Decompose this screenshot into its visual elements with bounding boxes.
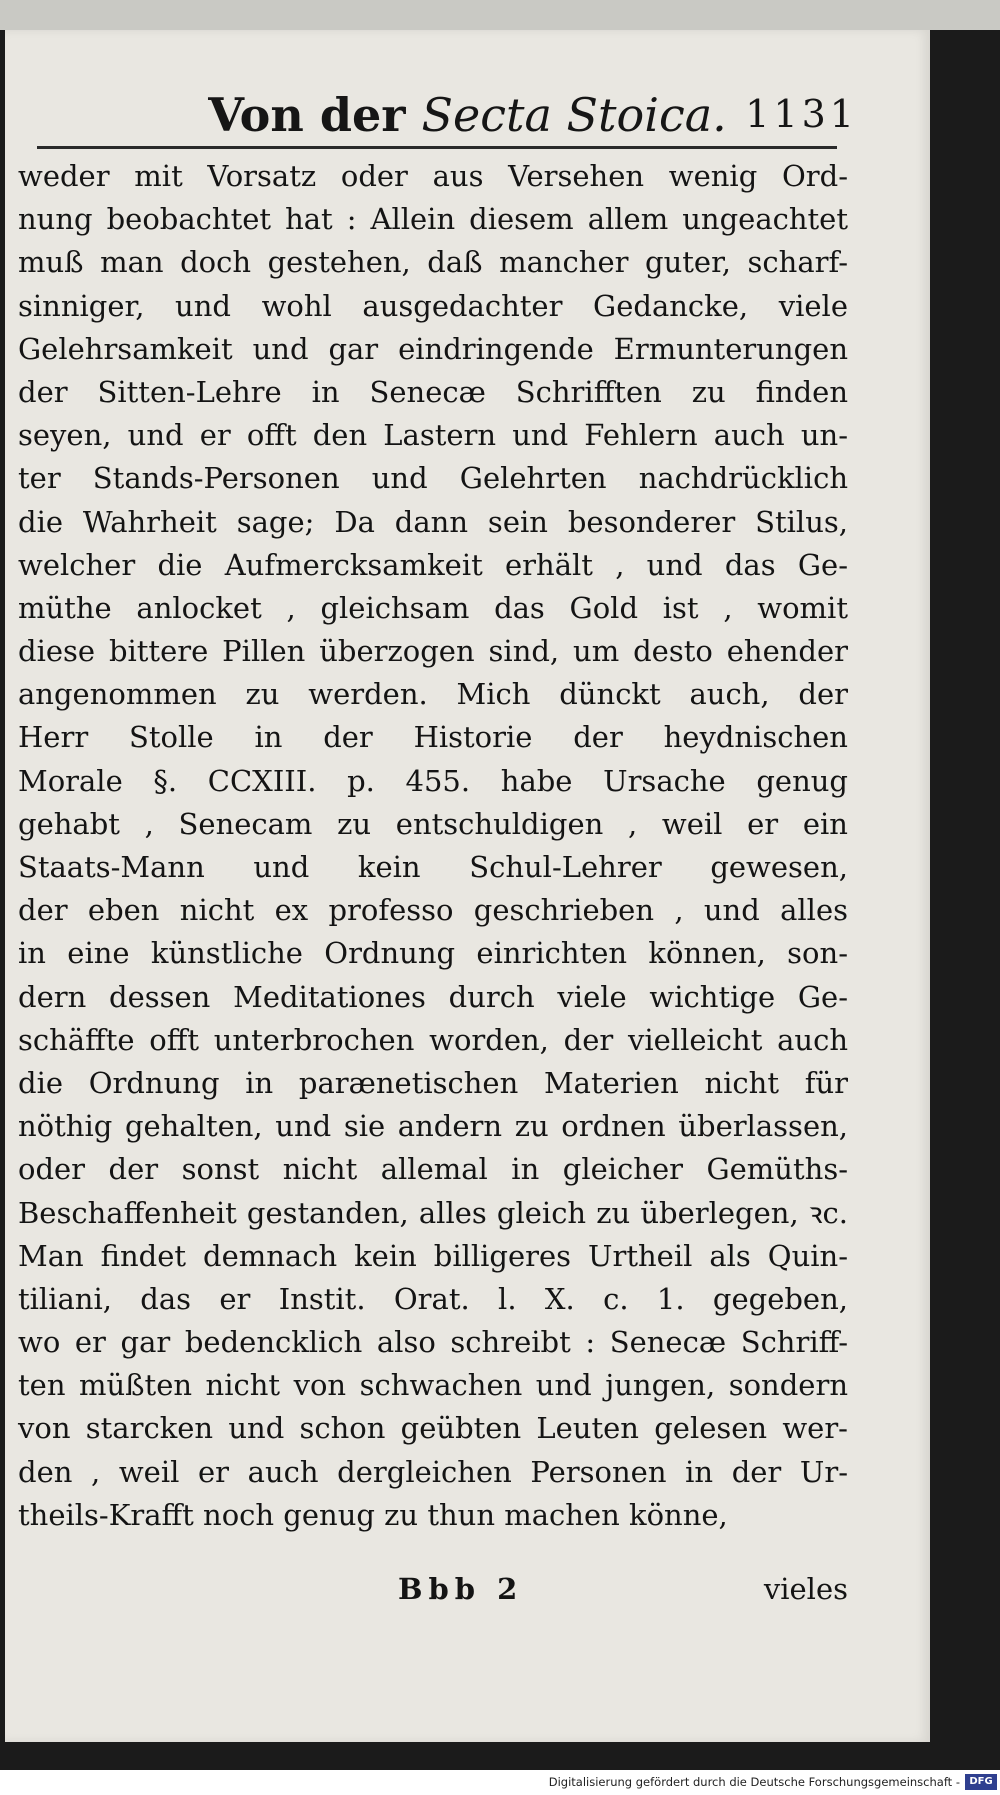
scan-top-edge	[0, 0, 1000, 30]
text-line: Herr Stolle in der Historie der heydnischen	[18, 720, 848, 755]
text-line: angenommen zu werden. Mich dünckt auch, der	[18, 677, 848, 712]
text-line: Man findet demnach kein billigeres Urtheil als Quin-	[18, 1238, 848, 1273]
text-line: theils-Krafft noch genug zu thun machen könne,	[18, 1497, 728, 1532]
header-rule	[37, 146, 837, 149]
text-line: Gelehrsamkeit und gar eindringende Ermunterungen	[18, 331, 848, 366]
text-line: der eben nicht ex professo geschrieben , und alles	[18, 893, 848, 928]
text-line: von starcken und schon geübten Leuten gelesen wer-	[18, 1411, 848, 1446]
text-line: den , weil er auch dergleichen Personen in der Ur-	[18, 1454, 848, 1489]
catchword: vieles	[763, 1572, 848, 1606]
running-head-german: Von der	[208, 88, 406, 142]
funding-credit: Digitalisierung gefördert durch die Deutsche Forschungsgemeinschaft -	[548, 1775, 960, 1789]
text-line: tiliani, das er Instit. Orat. l. X. c. 1. gegeben,	[18, 1281, 848, 1316]
text-line: in eine künstliche Ordnung einrichten können, son-	[18, 936, 848, 971]
text-line: Morale §. CCXIII. p. 455. habe Ursache genug	[18, 763, 848, 798]
page-number: 1131	[745, 92, 858, 136]
body-text	[18, 155, 848, 1537]
text-line: muß man doch gestehen, daß mancher guter, scharf-	[18, 245, 848, 280]
text-line: Staats-Mann und kein Schul-Lehrer gewesen,	[18, 850, 848, 884]
text-line: schäffte offt unterbrochen worden, der vielleicht auch	[18, 1022, 848, 1057]
running-head-latin: Secta Stoica.	[421, 88, 727, 142]
text-line: müthe anlocket , gleichsam das Gold ist , womit	[18, 590, 848, 625]
text-line: nöthig gehalten, und sie andern zu ordnen überlassen,	[18, 1109, 848, 1144]
page-foot	[18, 1567, 848, 1611]
text-line: Beschaffenheit gestanden, alles gleich zu überlegen, ꝛc.	[18, 1195, 848, 1230]
text-line: nung beobachtet hat : Allein diesem allem ungeachtet	[18, 202, 848, 237]
text-line: ten müßten nicht von schwachen und jungen, sondern	[18, 1368, 848, 1403]
text-line: der Sitten-Lehre in Senecæ Schrifften zu finden	[18, 374, 848, 409]
text-line: sinniger, und wohl ausgedachter Gedancke, viele	[18, 288, 848, 323]
text-line: ter Stands-Personen und Gelehrten nachdrücklich	[18, 461, 848, 496]
text-line: gehabt , Senecam zu entschuldigen , weil er ein	[18, 806, 848, 841]
book-page	[5, 30, 930, 1742]
text-line: welcher die Aufmercksamkeit erhält , und das Ge-	[18, 547, 848, 582]
text-line: dern dessen Meditationes durch viele wichtige Ge-	[18, 979, 848, 1014]
dfg-logo: DFG	[965, 1774, 997, 1790]
text-line: die Ordnung in parænetischen Materien nicht für	[18, 1065, 848, 1100]
text-line: weder mit Vorsatz oder aus Versehen wenig Ord-	[18, 159, 848, 193]
text-line: oder der sonst nicht allemal in gleicher Gemüths-	[18, 1152, 848, 1187]
text-line: die Wahrheit sage; Da dann sein besonderer Stilus,	[18, 504, 848, 539]
signature-mark: Bbb 2	[398, 1572, 524, 1606]
text-line: wo er gar bedencklich also schreibt : Senecæ Schriff-	[18, 1325, 848, 1360]
text-line: diese bittere Pillen überzogen sind, um desto ehender	[18, 634, 848, 669]
page-header	[5, 70, 930, 150]
text-line: seyen, und er offt den Lastern und Fehlern auch un-	[18, 418, 848, 453]
credit-bar	[0, 1770, 1000, 1795]
